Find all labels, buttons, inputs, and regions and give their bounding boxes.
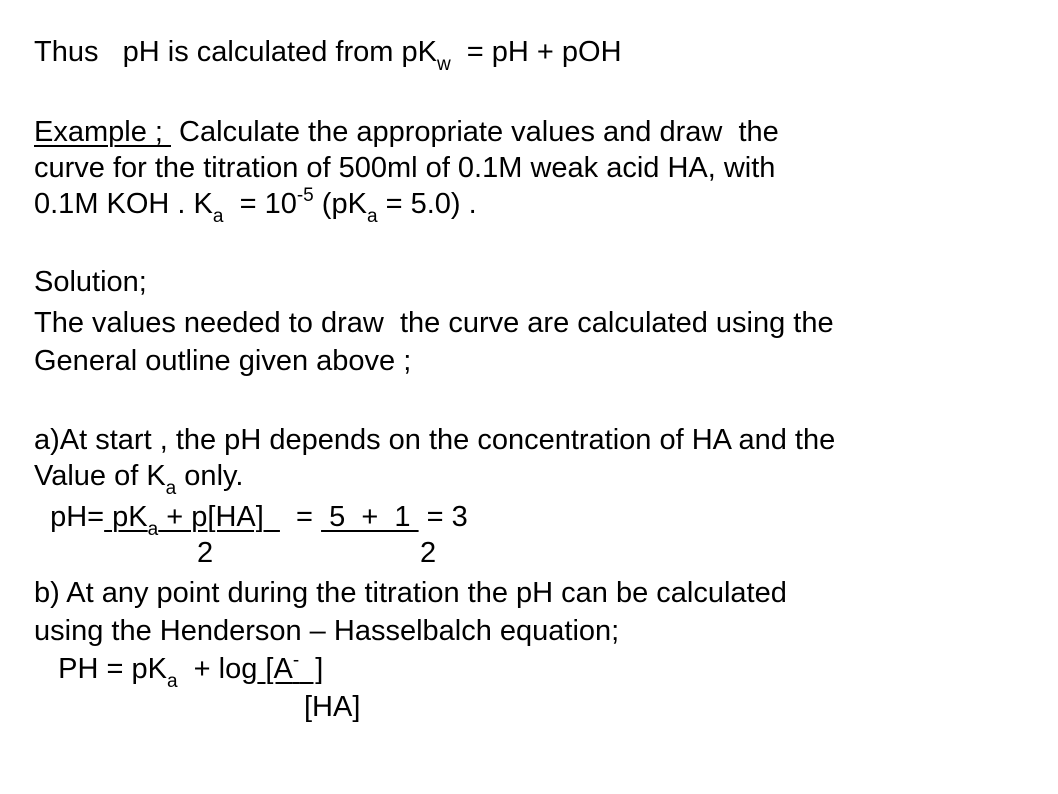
example-label: Example ;: [34, 116, 171, 148]
line-text: [A: [257, 653, 293, 685]
fraction-numerator: [104, 501, 280, 540]
text-line-part-a-2: [34, 459, 244, 499]
line-text: a)At start , the pH depends on the concentration of HA and the: [34, 424, 836, 456]
equation-henderson-numerator: [34, 650, 324, 692]
line-text: Solution;: [34, 266, 147, 298]
line-text: = 5.0) .: [377, 188, 477, 220]
line-text: pH=: [34, 501, 105, 533]
superscript: -: [292, 650, 300, 671]
text-line-solution-2: [34, 306, 834, 340]
text-line-example: [34, 115, 779, 149]
fraction-denominator: 2: [197, 537, 214, 569]
subscript: a: [166, 671, 178, 692]
line-text: = 10: [223, 188, 297, 220]
line-text: PH = pK: [34, 653, 167, 685]
line-text: (pK: [313, 188, 367, 220]
text-line-problem-2: [34, 151, 775, 185]
equation-ph-numerator: [34, 500, 468, 540]
line-text: = pH + pOH: [450, 36, 622, 68]
line-text: General outline given above ;: [34, 345, 412, 377]
text-line-part-b: [34, 576, 787, 610]
text-line-part-b-2: [34, 614, 619, 648]
fraction-numerator: [257, 650, 324, 685]
text-line-solution-3: [34, 344, 411, 378]
subscript: a: [212, 206, 224, 227]
superscript: -5: [296, 185, 314, 206]
line-text: ]: [299, 653, 324, 685]
fraction-denominator: 2: [420, 537, 437, 569]
line-text: = 3: [418, 501, 468, 533]
text-line-solution: [34, 265, 147, 299]
line-text: 0.1M KOH . K: [34, 188, 213, 220]
fraction-numerator: 5 + 1: [321, 501, 419, 533]
subscript: a: [366, 206, 378, 227]
line-text: =: [279, 501, 322, 533]
line-text: The values needed to draw the curve are calculated using the: [34, 307, 834, 339]
equation-ph-denominator-2: [420, 536, 436, 570]
line-text: Value of K: [34, 460, 166, 492]
text-line-pkw-relation: [34, 35, 622, 75]
text-line-problem-3: [34, 185, 477, 227]
text-line-part-a: [34, 423, 835, 457]
subscript: w: [436, 54, 451, 75]
equation-ph-denominator-1: [197, 536, 213, 570]
fraction-denominator: [HA]: [304, 691, 361, 723]
line-text: only.: [176, 460, 244, 492]
equation-henderson-denominator: [304, 690, 360, 724]
line-text: b) At any point during the titration the pH can be calculated: [34, 577, 787, 609]
line-text: + p[HA]: [158, 501, 280, 533]
line-text: Thus pH is calculated from pK: [34, 36, 437, 68]
line-text: Calculate the appropriate values and draw the: [171, 116, 779, 148]
line-text: pK: [104, 501, 148, 533]
line-text: using the Henderson – Hasselbalch equation;: [34, 615, 620, 647]
line-text: + log: [177, 653, 258, 685]
line-text: curve for the titration of 500ml of 0.1M weak acid HA, with: [34, 152, 776, 184]
subscript: a: [165, 478, 177, 499]
subscript: a: [147, 519, 159, 540]
